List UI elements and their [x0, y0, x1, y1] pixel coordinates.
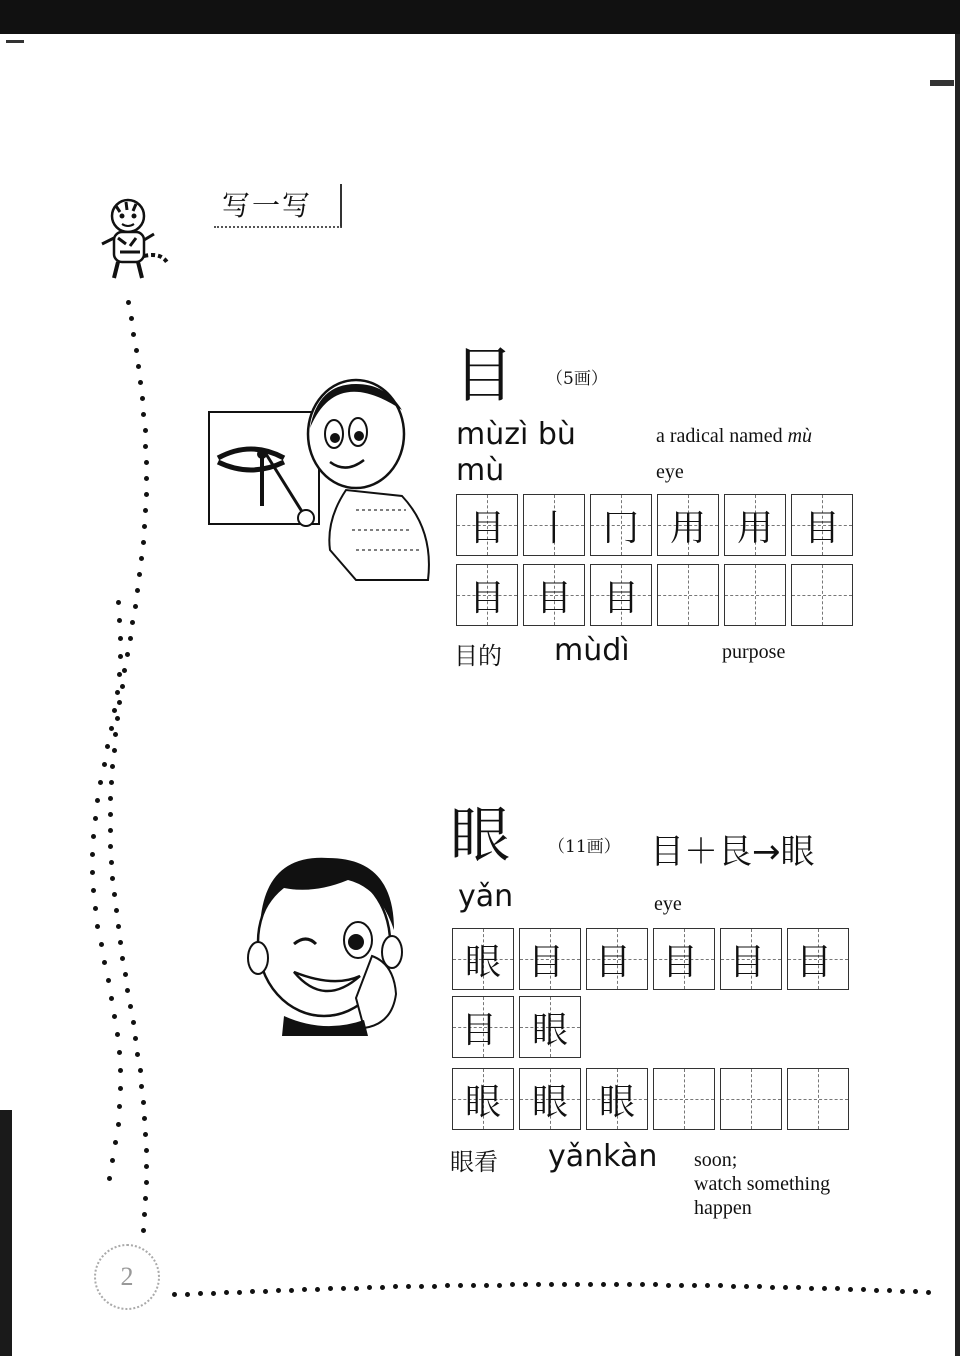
- dot: [144, 476, 149, 481]
- stroke-cell[interactable]: 冂: [590, 494, 652, 556]
- dot: [117, 1050, 122, 1055]
- dot: [185, 1292, 190, 1297]
- practice-cell[interactable]: [653, 1068, 715, 1130]
- dot: [141, 1228, 146, 1233]
- dot: [142, 1116, 147, 1121]
- dot: [143, 508, 148, 513]
- dot: [211, 1291, 216, 1296]
- dot: [562, 1282, 567, 1287]
- stroke-cell[interactable]: 目: [653, 928, 715, 990]
- dot: [144, 1180, 149, 1185]
- dot: [143, 428, 148, 433]
- dot: [109, 996, 114, 1001]
- dot: [108, 828, 113, 833]
- dot: [140, 396, 145, 401]
- dot: [131, 332, 136, 337]
- dot: [99, 942, 104, 947]
- dot: [118, 636, 123, 641]
- dot: [120, 684, 125, 689]
- dot: [113, 732, 118, 737]
- pinyin-reading: yǎn: [458, 879, 514, 914]
- dot: [91, 888, 96, 893]
- dot: [315, 1287, 320, 1292]
- stroke-count: （11画）: [548, 837, 621, 857]
- dot: [135, 588, 140, 593]
- dot: [125, 988, 130, 993]
- dot: [105, 744, 110, 749]
- stroke-cell[interactable]: 眼: [519, 996, 581, 1058]
- dot: [302, 1287, 307, 1292]
- practice-cell[interactable]: 目: [590, 564, 652, 626]
- dot: [108, 796, 113, 801]
- dot: [887, 1288, 892, 1293]
- dot: [393, 1284, 398, 1289]
- dot: [666, 1283, 671, 1288]
- dot: [926, 1290, 931, 1295]
- dot: [90, 852, 95, 857]
- dot: [112, 1014, 117, 1019]
- dot: [172, 1292, 177, 1297]
- dot: [445, 1283, 450, 1288]
- dot: [484, 1283, 489, 1288]
- dot: [458, 1283, 463, 1288]
- dot: [224, 1290, 229, 1295]
- dot: [144, 1164, 149, 1169]
- dot: [144, 492, 149, 497]
- dot: [118, 1068, 123, 1073]
- dot: [108, 844, 113, 849]
- dot: [91, 834, 96, 839]
- reading-gloss: eye: [654, 893, 682, 915]
- dot: [110, 876, 115, 881]
- dot: [131, 1020, 136, 1025]
- stroke-cell[interactable]: 丨: [523, 494, 585, 556]
- practice-row: [452, 1068, 849, 1130]
- reading-gloss: eye: [656, 461, 684, 483]
- dot: [380, 1285, 385, 1290]
- stroke-cell[interactable]: 目: [586, 928, 648, 990]
- dot: [142, 524, 147, 529]
- dot: [115, 1032, 120, 1037]
- dot: [130, 620, 135, 625]
- dot: [144, 460, 149, 465]
- example-word-pinyin: mùdì: [554, 633, 630, 668]
- dot: [432, 1284, 437, 1289]
- dot: [93, 816, 98, 821]
- dot: [822, 1286, 827, 1291]
- dot: [354, 1286, 359, 1291]
- dot: [139, 1084, 144, 1089]
- dot: [143, 1196, 148, 1201]
- dot: [471, 1283, 476, 1288]
- dot: [113, 1140, 118, 1145]
- stroke-order-row: [456, 494, 853, 556]
- dot: [128, 636, 133, 641]
- stroke-cell[interactable]: 用: [724, 494, 786, 556]
- dot: [117, 700, 122, 705]
- dot: [510, 1282, 515, 1287]
- dot: [138, 380, 143, 385]
- stroke-cell[interactable]: 目: [791, 494, 853, 556]
- dot: [95, 924, 100, 929]
- page-number: 2: [94, 1244, 160, 1310]
- dot: [143, 444, 148, 449]
- dot: [106, 978, 111, 983]
- dot: [110, 764, 115, 769]
- reading-gloss: a radical named mù: [656, 425, 813, 447]
- dot: [900, 1289, 905, 1294]
- dot: [102, 762, 107, 767]
- dot: [198, 1291, 203, 1296]
- dot: [263, 1289, 268, 1294]
- dot: [575, 1282, 580, 1287]
- practice-cell[interactable]: 目: [456, 564, 518, 626]
- dot: [523, 1282, 528, 1287]
- winking-boy-illustration: [244, 848, 410, 1036]
- dot: [126, 300, 131, 305]
- dot: [143, 1132, 148, 1137]
- dot: [276, 1288, 281, 1293]
- dot: [861, 1287, 866, 1292]
- dot: [134, 348, 139, 353]
- dot: [118, 654, 123, 659]
- dot: [614, 1282, 619, 1287]
- section-title: 写一写: [222, 189, 313, 222]
- stroke-cell[interactable]: 目: [519, 928, 581, 990]
- dot: [141, 412, 146, 417]
- dot: [913, 1289, 918, 1294]
- dot: [497, 1283, 502, 1288]
- dot: [138, 1068, 143, 1073]
- dot: [406, 1284, 411, 1289]
- dot: [117, 1104, 122, 1109]
- pinyin-reading: mù: [456, 453, 505, 488]
- dot: [109, 860, 114, 865]
- practice-cell[interactable]: [724, 564, 786, 626]
- dot: [705, 1283, 710, 1288]
- dot: [118, 940, 123, 945]
- dot: [289, 1288, 294, 1293]
- dot: [120, 956, 125, 961]
- dot: [744, 1284, 749, 1289]
- pinyin-reading: mùzì bù: [456, 417, 576, 452]
- scan-border-right: [955, 34, 960, 1356]
- dot: [770, 1285, 775, 1290]
- dot: [115, 716, 120, 721]
- stroke-count: （5画）: [546, 369, 608, 389]
- practice-cell[interactable]: 目: [523, 564, 585, 626]
- main-character-yan: 眼: [450, 801, 510, 871]
- scan-mark: [6, 40, 24, 43]
- stroke-order-row: [452, 928, 849, 990]
- dot: [237, 1290, 242, 1295]
- dot: [112, 708, 117, 713]
- dot: [731, 1284, 736, 1289]
- girl-with-dragonfly-illustration: [206, 370, 436, 584]
- dot: [136, 364, 141, 369]
- dot: [117, 618, 122, 623]
- practice-cell[interactable]: 眼: [586, 1068, 648, 1130]
- dot: [328, 1286, 333, 1291]
- dot: [90, 870, 95, 875]
- stroke-cell[interactable]: 目: [452, 996, 514, 1058]
- dot: [757, 1284, 762, 1289]
- dot: [95, 798, 100, 803]
- dot: [783, 1285, 788, 1290]
- dot: [653, 1282, 658, 1287]
- practice-cell[interactable]: [791, 564, 853, 626]
- dot: [112, 748, 117, 753]
- dot: [419, 1284, 424, 1289]
- dot: [141, 540, 146, 545]
- dot: [129, 316, 134, 321]
- dot: [115, 690, 120, 695]
- dot: [117, 672, 122, 677]
- stroke-cell[interactable]: 目: [787, 928, 849, 990]
- dot: [108, 812, 113, 817]
- practice-cell[interactable]: 眼: [452, 1068, 514, 1130]
- dot: [109, 780, 114, 785]
- dot: [640, 1282, 645, 1287]
- dot: [341, 1286, 346, 1291]
- dot: [601, 1282, 606, 1287]
- main-character-mu: 目: [454, 341, 514, 411]
- dot: [123, 972, 128, 977]
- dot: [250, 1289, 255, 1294]
- dot: [135, 1052, 140, 1057]
- stroke-cell[interactable]: 用: [657, 494, 719, 556]
- dot: [796, 1285, 801, 1290]
- example-word-meaning: soon; watch something happen: [694, 1149, 831, 1219]
- example-word-pinyin: yǎnkàn: [548, 1139, 658, 1174]
- dot: [835, 1286, 840, 1291]
- dot: [114, 908, 119, 913]
- stroke-cell[interactable]: 目: [456, 494, 518, 556]
- dot: [692, 1283, 697, 1288]
- tiger-mascot-illustration: [96, 194, 176, 286]
- dot: [98, 780, 103, 785]
- dot: [133, 604, 138, 609]
- scan-border-top: [0, 0, 960, 34]
- dot: [142, 1212, 147, 1217]
- dot: [110, 1158, 115, 1163]
- dot: [107, 1176, 112, 1181]
- practice-cell[interactable]: 眼: [519, 1068, 581, 1130]
- stroke-cell[interactable]: 眼: [452, 928, 514, 990]
- dot: [139, 556, 144, 561]
- dot: [102, 960, 107, 965]
- dot: [367, 1285, 372, 1290]
- dot: [128, 1004, 133, 1009]
- dot: [116, 924, 121, 929]
- example-word-hanzi: 目的: [454, 642, 502, 670]
- dot: [718, 1283, 723, 1288]
- dot: [125, 652, 130, 657]
- dot: [122, 668, 127, 673]
- dot: [93, 906, 98, 911]
- dot: [536, 1282, 541, 1287]
- dot: [627, 1282, 632, 1287]
- dot: [112, 892, 117, 897]
- dot: [144, 1148, 149, 1153]
- example-word-meaning: purpose: [722, 641, 786, 663]
- dot: [809, 1286, 814, 1291]
- dot: [679, 1283, 684, 1288]
- practice-cell[interactable]: [787, 1068, 849, 1130]
- dot: [848, 1287, 853, 1292]
- stroke-order-row: [452, 996, 581, 1058]
- practice-row: [456, 564, 853, 626]
- scan-border-left: [0, 1110, 12, 1356]
- practice-cell[interactable]: [657, 564, 719, 626]
- dot: [109, 726, 114, 731]
- dot: [874, 1288, 879, 1293]
- dot: [116, 600, 121, 605]
- character-formula: 目＋艮→眼: [650, 832, 815, 872]
- dot: [549, 1282, 554, 1287]
- example-word-hanzi: 眼看: [450, 1148, 498, 1176]
- dot: [588, 1282, 593, 1287]
- dot: [137, 572, 142, 577]
- scan-mark: [930, 80, 954, 86]
- dot: [116, 1122, 121, 1127]
- dot: [141, 1100, 146, 1105]
- stroke-cell[interactable]: 目: [720, 928, 782, 990]
- dot: [118, 1086, 123, 1091]
- practice-cell[interactable]: [720, 1068, 782, 1130]
- dot: [133, 1036, 138, 1041]
